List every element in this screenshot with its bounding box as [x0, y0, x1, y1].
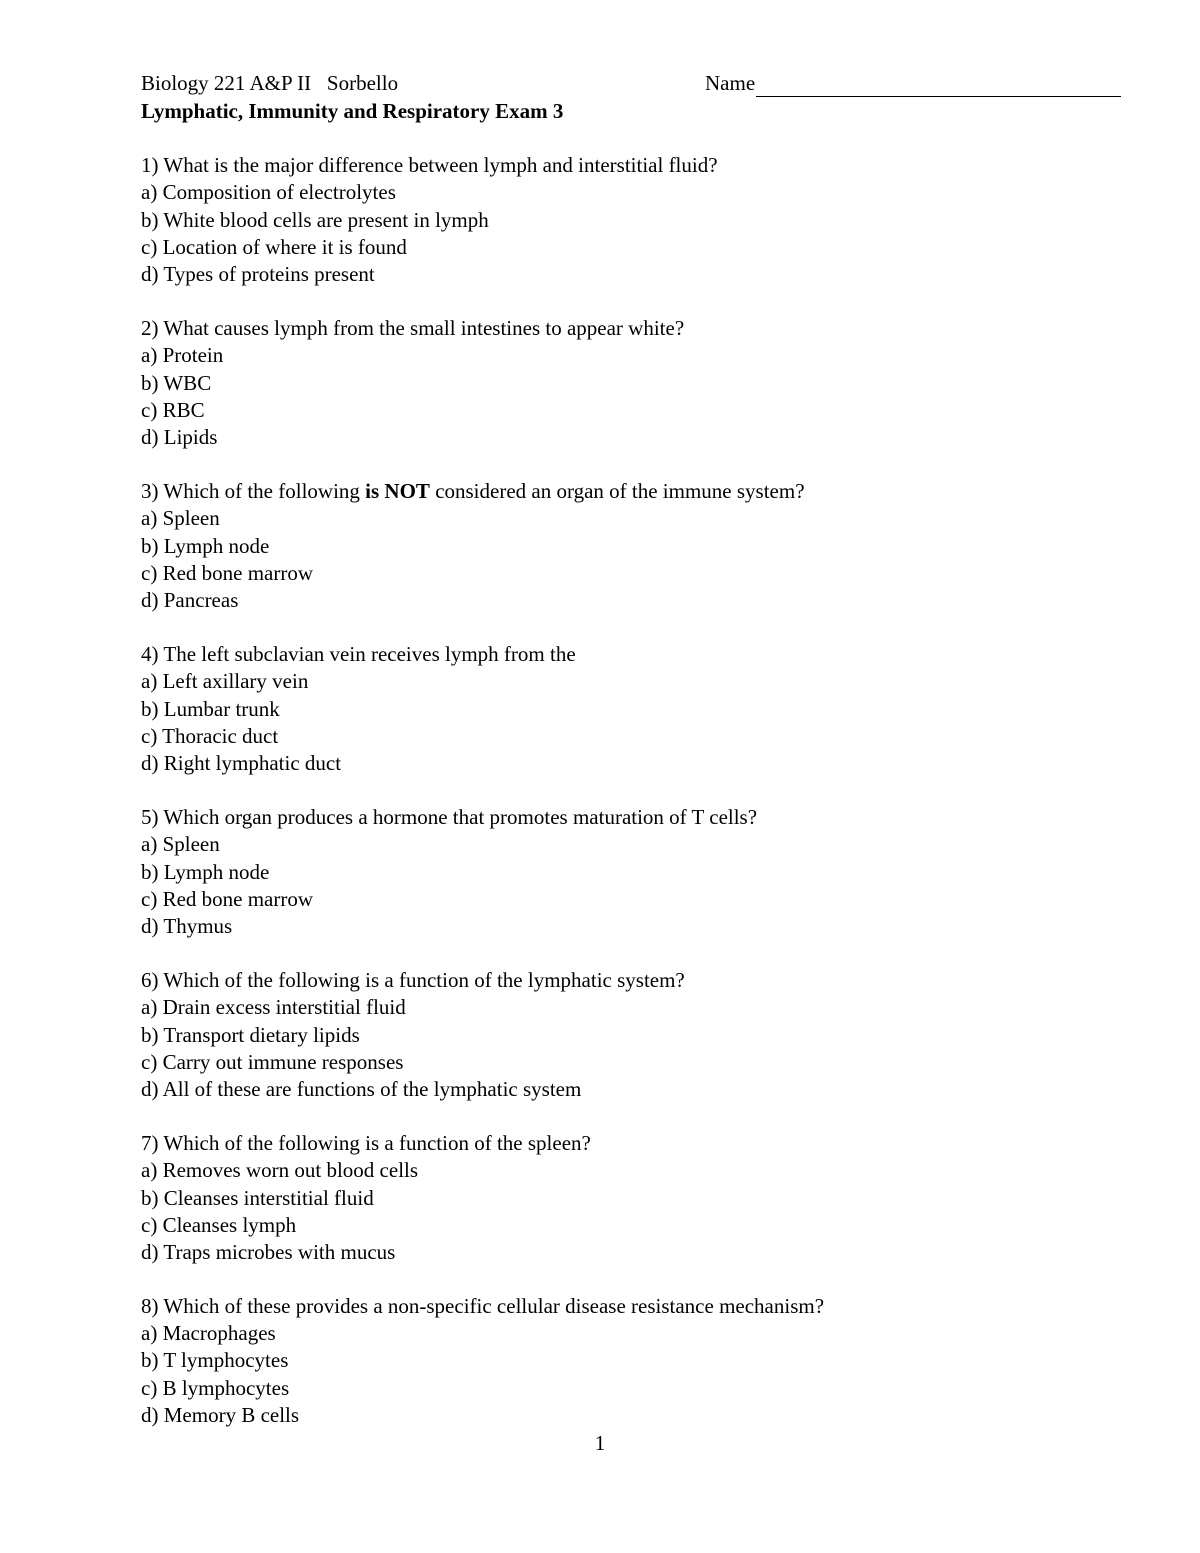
- question-text: Which of the following is a function of the lymphatic system?: [163, 967, 685, 992]
- course-header: [141, 70, 398, 97]
- page-number: 1: [594, 1431, 606, 1455]
- answer-option: d) All of these are functions of the lymphatic system: [141, 1077, 582, 1102]
- answer-option: a) Spleen: [141, 506, 220, 531]
- answer-option: b) WBC: [141, 370, 212, 395]
- question-8: [141, 1293, 1141, 1429]
- answer-option: d) Traps microbes with mucus: [141, 1240, 396, 1265]
- question-stem: [141, 315, 1141, 342]
- question-6: [141, 967, 1141, 1103]
- question-number: 4): [141, 641, 159, 666]
- answer-option: c) Carry out immune responses: [141, 1049, 404, 1074]
- answer-option: c) Location of where it is found: [141, 234, 407, 259]
- question-number: 2): [141, 315, 159, 340]
- answer-option: a) Protein: [141, 343, 224, 368]
- question-2: [141, 315, 1141, 451]
- question-stem: [141, 1293, 1141, 1320]
- answer-option: d) Thymus: [141, 914, 233, 939]
- answer-option: a) Spleen: [141, 832, 220, 857]
- answer-option: b) T lymphocytes: [141, 1348, 289, 1373]
- answer-option: a) Macrophages: [141, 1321, 276, 1346]
- answer-option: b) White blood cells are present in lymph: [141, 207, 489, 232]
- question-stem: [141, 152, 1141, 179]
- answer-option: d) Lipids: [141, 425, 218, 450]
- answer-option: c) RBC: [141, 397, 205, 422]
- question-text: The left subclavian vein receives lymph from the: [163, 641, 576, 666]
- exam-title: Lymphatic, Immunity and Respiratory Exam 3: [141, 99, 564, 123]
- answer-option: b) Cleanses interstitial fluid: [141, 1185, 374, 1210]
- answer-option: c) B lymphocytes: [141, 1375, 290, 1400]
- question-number: 5): [141, 804, 159, 829]
- answer-option: a) Drain excess interstitial fluid: [141, 995, 406, 1020]
- question-list: [141, 152, 1141, 1456]
- question-number: 1): [141, 153, 159, 177]
- question-number: 8): [141, 1293, 159, 1318]
- answer-option: b) Lymph node: [141, 859, 270, 884]
- answer-option: b) Lymph node: [141, 533, 270, 558]
- answer-option: a) Composition of electrolytes: [141, 180, 396, 205]
- answer-option: c) Thoracic duct: [141, 723, 279, 748]
- question-5: [141, 804, 1141, 940]
- question-stem: [141, 641, 1141, 668]
- answer-option: c) Red bone marrow: [141, 886, 314, 911]
- question-number: 6): [141, 967, 159, 992]
- answer-option: d) Memory B cells: [141, 1403, 300, 1428]
- name-field: [705, 70, 1121, 97]
- answer-option: a) Left axillary vein: [141, 669, 309, 694]
- question-text-emphasis: is NOT: [365, 478, 430, 503]
- question-7: [141, 1130, 1141, 1266]
- answer-option: c) Cleanses lymph: [141, 1212, 297, 1237]
- question-number: 7): [141, 1130, 159, 1155]
- answer-option: c) Red bone marrow: [141, 560, 314, 585]
- answer-option: d) Right lymphatic duct: [141, 751, 342, 776]
- answer-option: d) Pancreas: [141, 588, 239, 613]
- question-text: Which organ produces a hormone that promotes maturation of T cells?: [163, 804, 758, 829]
- question-1: [141, 152, 1141, 288]
- question-text: What causes lymph from the small intestines to appear white?: [163, 315, 685, 340]
- name-blank-line: [756, 74, 1121, 97]
- course-info: Biology 221 A&P II Sorbello: [141, 71, 399, 95]
- name-label: Name: [705, 71, 756, 95]
- question-stem: [141, 478, 1141, 505]
- question-stem: [141, 1130, 1141, 1157]
- question-stem: [141, 804, 1141, 831]
- answer-option: b) Transport dietary lipids: [141, 1022, 360, 1047]
- question-stem: [141, 967, 1141, 994]
- question-number: 3): [141, 478, 159, 503]
- question-3: [141, 478, 1141, 614]
- answer-option: d) Types of proteins present: [141, 262, 375, 287]
- question-text-before: Which of the following: [163, 478, 366, 503]
- question-text-after: considered an organ of the immune system?: [429, 478, 805, 503]
- question-text: Which of these provides a non-specific cellular disease resistance mechanism?: [163, 1293, 825, 1318]
- answer-option: a) Removes worn out blood cells: [141, 1158, 419, 1183]
- question-text: Which of the following is a function of the spleen?: [163, 1130, 591, 1155]
- answer-option: b) Lumbar trunk: [141, 696, 280, 721]
- question-4: [141, 641, 1141, 777]
- question-text: What is the major difference between lymph and interstitial fluid?: [163, 153, 718, 177]
